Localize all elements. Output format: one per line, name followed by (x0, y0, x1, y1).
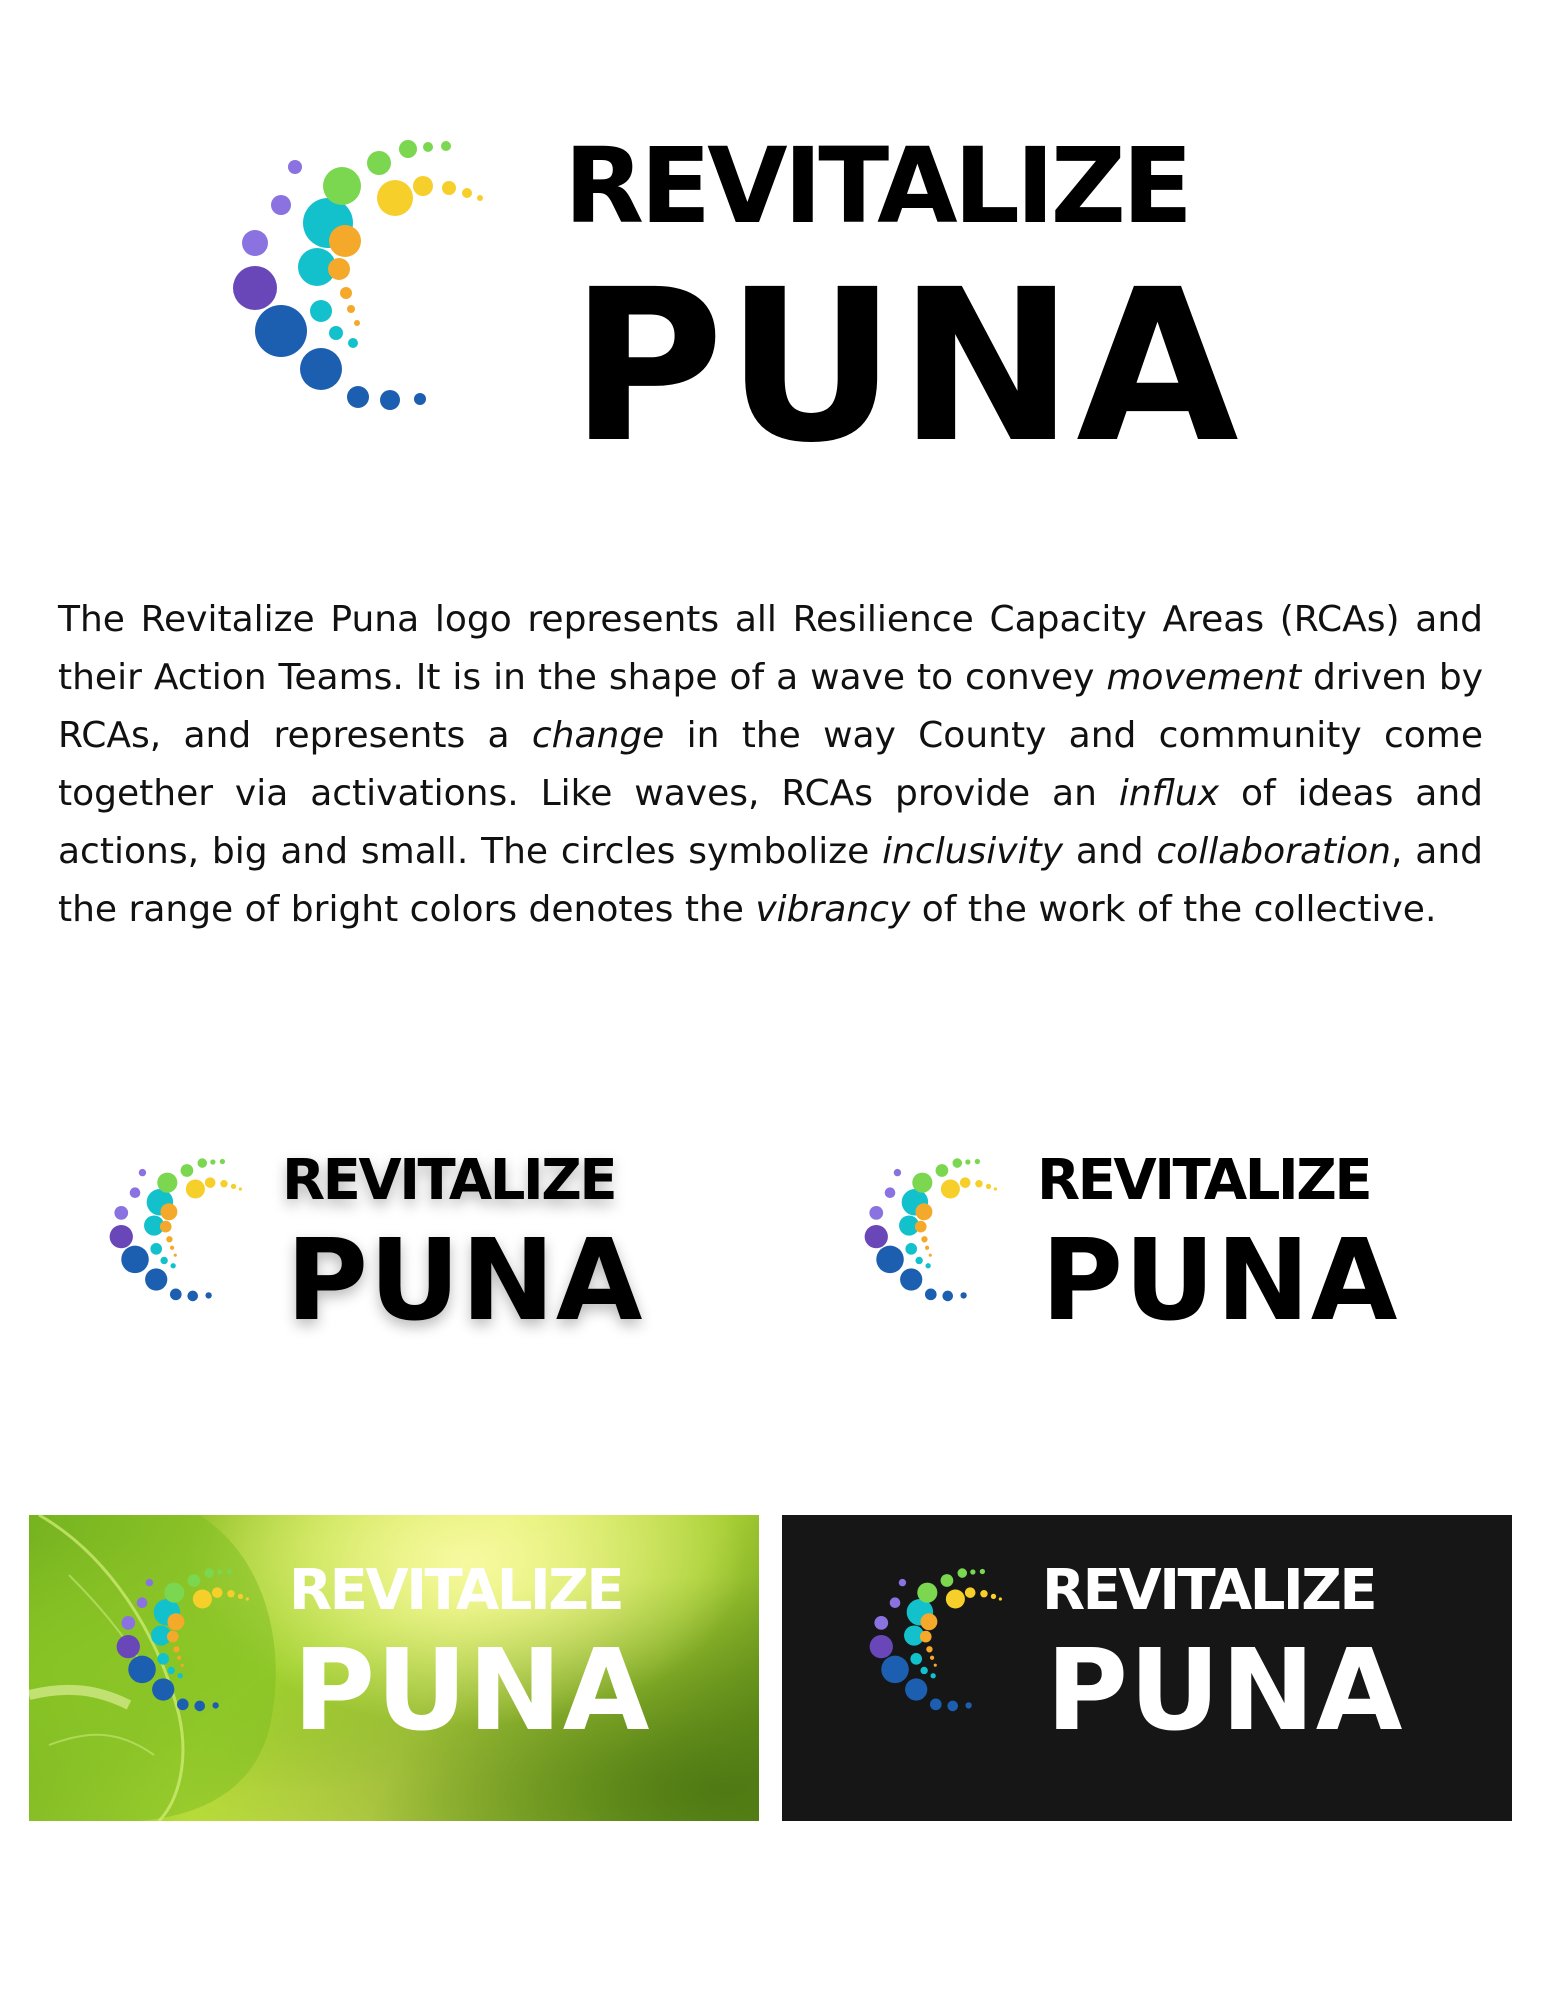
logo-dot (965, 1587, 976, 1598)
logo-dot (931, 1673, 936, 1678)
dot-wave-logo-icon (92, 1153, 267, 1333)
description-text: driven by RCAs, and represents a (58, 657, 1484, 756)
logo-dot (152, 1678, 174, 1700)
logo-dot (905, 1243, 917, 1255)
logo-dot (930, 1656, 934, 1660)
logo-dot (975, 1180, 982, 1187)
logo-dot (186, 1179, 205, 1198)
logo-dot (920, 1613, 937, 1630)
logo-dot (167, 1613, 184, 1630)
logo-variant-on-photo (99, 1558, 739, 1756)
logo-dot (946, 1589, 965, 1608)
logo-dot (930, 1699, 942, 1711)
logo-variant-on-dark (852, 1558, 1492, 1756)
logo-dot (178, 1673, 183, 1678)
logo-line-1: REVITALIZE (564, 125, 1190, 247)
logo-dot (205, 1292, 211, 1298)
logo-dot (965, 1702, 971, 1708)
logo-dot (905, 1678, 927, 1700)
logo-dot (970, 1569, 975, 1574)
logo-dot (329, 326, 343, 340)
logo-dot (915, 1257, 922, 1264)
logo-dot (212, 1587, 223, 1598)
logo-dot (870, 1635, 893, 1658)
logo-dot (130, 1187, 141, 1198)
logo-variant-shadow (92, 1148, 732, 1346)
logo-dot (894, 1169, 901, 1176)
logo-dot (157, 1653, 169, 1665)
logo-dot (160, 1203, 177, 1220)
logo-dot (205, 1568, 215, 1578)
logo-dot (238, 1594, 243, 1599)
logo-dot (975, 1159, 980, 1164)
logo-dot (354, 320, 360, 326)
emphasis-inclusivity: inclusivity (882, 831, 1063, 872)
logo-dot (255, 305, 307, 357)
logo-dot (881, 1656, 909, 1684)
logo-dot (117, 1635, 140, 1658)
logo-dot (271, 195, 291, 215)
logo-dot (121, 1246, 149, 1274)
logo-dot (953, 1158, 963, 1168)
logo-line-1: REVITALIZE (1037, 1148, 1371, 1213)
logo-dot (167, 1667, 174, 1674)
logo-dot (139, 1169, 146, 1176)
logo-dot (157, 1173, 177, 1193)
emphasis-influx: influx (1118, 773, 1220, 814)
logo-dot (980, 1569, 985, 1574)
logo-dot (220, 1180, 227, 1187)
logo-dot (217, 1569, 222, 1574)
logo-dot (876, 1246, 904, 1274)
logo-dot (917, 1583, 937, 1603)
leaf-background-panel (29, 1515, 759, 1821)
logo-dot (367, 151, 391, 175)
logo-dot (991, 1594, 996, 1599)
logo-dot (246, 1597, 249, 1600)
logo-dot (865, 1225, 888, 1248)
dot-wave-logo-icon (200, 130, 530, 470)
logo-line-1: REVITALIZE (1042, 1558, 1376, 1623)
logo-dot (477, 195, 483, 201)
logo-dot (960, 1177, 971, 1188)
logo-dot (181, 1664, 184, 1667)
dot-wave-logo-icon (852, 1563, 1027, 1743)
logo-dot (145, 1268, 167, 1290)
logo-dot (170, 1246, 174, 1250)
logo-line-2: PUNA (293, 1626, 651, 1756)
logo-dot (441, 141, 451, 151)
description-text: , and the range of bright colors denotes the (58, 831, 1483, 930)
logo-dot (347, 386, 369, 408)
logo-dot (205, 1177, 216, 1188)
logo-dot (414, 393, 426, 405)
description-text: The Revitalize Puna logo represents all Resilience Capacity Areas (RCAs) and their Action Teams. It is in the shape of a wave to convey (58, 599, 1483, 698)
description-text: of ideas and actions, big and small. The circles symbolize (58, 773, 1483, 872)
logo-dot (915, 1203, 932, 1220)
emphasis-collaboration: collaboration (1156, 831, 1391, 872)
logo-dot (121, 1616, 135, 1630)
dot-wave-logo-icon (99, 1563, 274, 1743)
logo-dot (198, 1158, 208, 1168)
logo-dot (380, 390, 400, 410)
logo-dot (942, 1291, 953, 1302)
logo-dot (173, 1646, 179, 1652)
logo-dot (899, 1579, 906, 1586)
logo-dot (947, 1701, 958, 1712)
logo-dot (194, 1701, 205, 1712)
logo-dot (288, 160, 302, 174)
logo-dot (999, 1597, 1002, 1600)
logo-dot (920, 1667, 927, 1674)
logo-dot (328, 258, 350, 280)
logo-dot (110, 1225, 133, 1248)
logo-dot (900, 1268, 922, 1290)
logo-dot (220, 1159, 225, 1164)
logo-dot (212, 1702, 218, 1708)
logo-dot (329, 225, 361, 257)
logo-dot (885, 1187, 896, 1198)
description-text: and (1063, 831, 1157, 872)
logo-dot (442, 181, 456, 195)
logo-dot (965, 1159, 970, 1164)
logo-dot (167, 1631, 179, 1643)
logo-dot (921, 1236, 927, 1242)
logo-dot (925, 1246, 929, 1250)
logo-dot (348, 338, 358, 348)
logo-dot (164, 1583, 184, 1603)
logo-dot (146, 1579, 153, 1586)
logo-dot (310, 300, 332, 322)
logo-dot (413, 176, 433, 196)
logo-dot (941, 1179, 960, 1198)
logo-dot (177, 1699, 189, 1711)
description-text: of the work of the collective. (910, 889, 1437, 930)
logo-variant-plain (847, 1148, 1487, 1346)
logo-dot (462, 188, 472, 198)
emphasis-vibrancy: vibrancy (755, 889, 911, 930)
logo-dot (925, 1289, 937, 1301)
logo-dot (137, 1597, 148, 1608)
logo-dot (323, 167, 361, 205)
logo-line-1: REVITALIZE (282, 1148, 616, 1213)
logo-dot (171, 1263, 176, 1268)
logo-dot (934, 1664, 937, 1667)
description-text: in the way County and community come together via activations. Like waves, RCAs provide an (58, 715, 1483, 814)
logo-dot (231, 1184, 236, 1189)
logo-dot (926, 1263, 931, 1268)
logo-dot (347, 305, 355, 313)
logo-dot (912, 1173, 932, 1193)
dark-background-panel (782, 1515, 1512, 1821)
logo-line-2: PUNA (1046, 1626, 1404, 1756)
logo-dot (869, 1206, 883, 1220)
emphasis-change: change (531, 715, 665, 756)
logo-dot (941, 1574, 954, 1587)
logo-dot (929, 1254, 932, 1257)
logo-line-2: PUNA (570, 244, 1241, 489)
logo-dot (340, 287, 352, 299)
logo-dot (242, 230, 268, 256)
logo-dot (128, 1656, 156, 1684)
logo-dot (920, 1631, 932, 1643)
logo-dot (174, 1254, 177, 1257)
logo-dot (874, 1616, 888, 1630)
logo-dot (170, 1289, 182, 1301)
logo-dot (177, 1656, 181, 1660)
logo-dot (160, 1221, 172, 1233)
logo-dot (227, 1590, 234, 1597)
logo-dot (958, 1568, 968, 1578)
emphasis-movement: movement (1106, 657, 1302, 698)
logo-dot (300, 348, 342, 390)
logo-line-1: REVITALIZE (289, 1558, 623, 1623)
logo-dot (239, 1187, 242, 1190)
logo-dot (399, 140, 417, 158)
logo-dot (227, 1569, 232, 1574)
logo-dot (986, 1184, 991, 1189)
logo-line-2: PUNA (1041, 1216, 1399, 1346)
logo-dot (994, 1187, 997, 1190)
main-logo (200, 125, 1360, 489)
logo-dot (187, 1291, 198, 1302)
logo-dot (890, 1597, 901, 1608)
logo-dot (160, 1257, 167, 1264)
logo-dot (166, 1236, 172, 1242)
dot-wave-logo-icon (847, 1153, 1022, 1333)
logo-dot (181, 1164, 194, 1177)
logo-dot (980, 1590, 987, 1597)
logo-dot (150, 1243, 162, 1255)
logo-dot (926, 1646, 932, 1652)
logo-dot (114, 1206, 128, 1220)
logo-line-2: PUNA (286, 1216, 644, 1346)
logo-dot (910, 1653, 922, 1665)
logo-dot (960, 1292, 966, 1298)
logo-dot (423, 142, 433, 152)
logo-dot (377, 180, 413, 216)
logo-description (58, 591, 1483, 939)
logo-dot (936, 1164, 949, 1177)
logo-dot (915, 1221, 927, 1233)
logo-dot (193, 1589, 212, 1608)
logo-dot (188, 1574, 201, 1587)
logo-dot (210, 1159, 215, 1164)
logo-dot (233, 266, 277, 310)
